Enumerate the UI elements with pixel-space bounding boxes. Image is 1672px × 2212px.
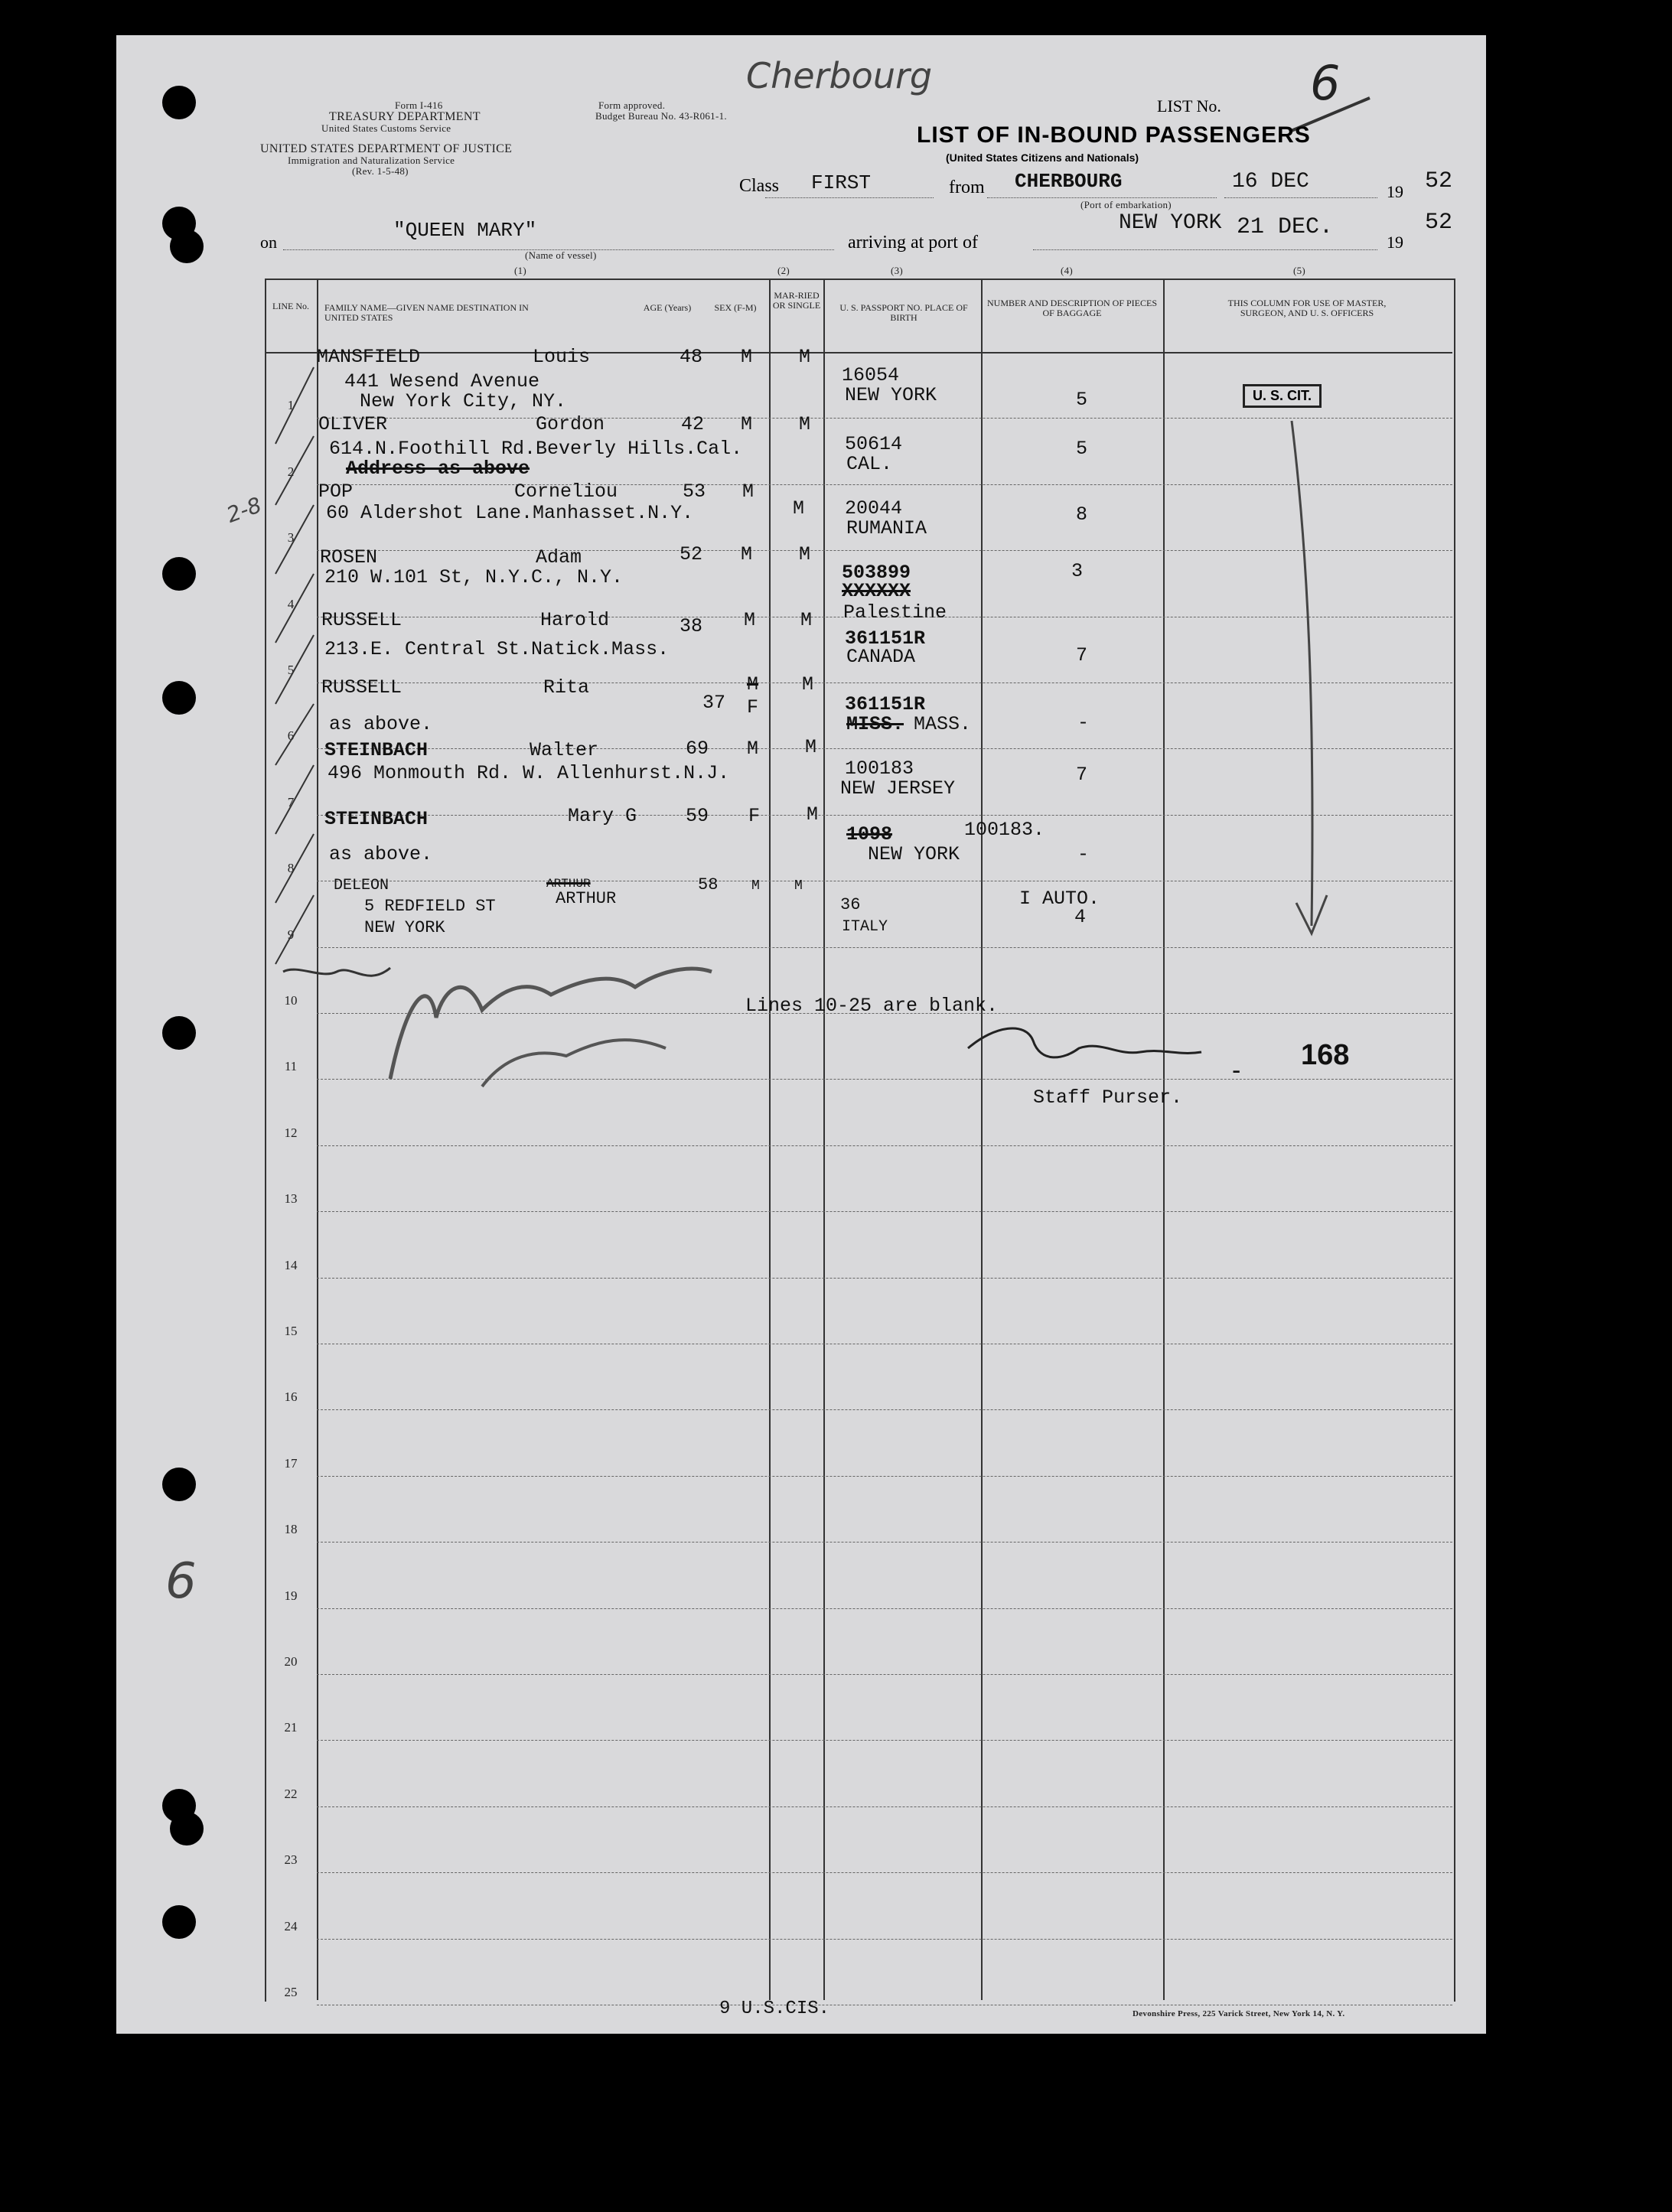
purser-signature xyxy=(964,1018,1217,1079)
line-number: 13 xyxy=(284,1191,298,1207)
passenger-birthplace: CANADA xyxy=(846,646,916,668)
passenger-sex: M xyxy=(741,346,753,368)
margin-mark: 6 xyxy=(165,1553,197,1610)
passenger-birthplace: Palestine xyxy=(843,601,947,624)
line-number: 25 xyxy=(284,1985,298,1999)
passenger-marital: M xyxy=(799,346,811,368)
punch-hole xyxy=(162,1468,196,1501)
line-number: 15 xyxy=(284,1324,298,1338)
passenger-baggage: I AUTO. xyxy=(1019,888,1100,910)
passenger-family-name: OLIVER xyxy=(318,413,388,435)
passenger-marital: M xyxy=(802,673,814,696)
line-number: 4 xyxy=(287,596,295,611)
line-number: 18 xyxy=(284,1522,298,1537)
line-number: 19 xyxy=(284,1588,298,1603)
passenger-family-name: RUSSELL xyxy=(321,676,403,699)
vessel-label: (Name of vessel) xyxy=(525,249,597,261)
class-label: Class xyxy=(739,176,780,196)
passenger-given-name: Gordon xyxy=(536,413,605,435)
passenger-address: 60 Aldershot Lane.Manhasset.N.Y. xyxy=(326,502,694,524)
handwritten-port: Cherbourg xyxy=(746,55,933,96)
passenger-family-name: STEINBACH xyxy=(324,808,429,830)
passenger-age: 58 xyxy=(698,875,719,894)
header-passport: U. S. PASSPORT NO. PLACE OF BIRTH xyxy=(839,302,968,323)
line-number: 14 xyxy=(284,1257,298,1272)
row-separator xyxy=(317,484,1452,485)
arrival-year: 52 xyxy=(1425,210,1453,236)
row-separator xyxy=(317,1872,1452,1873)
row-separator xyxy=(317,1278,1452,1279)
line-number: 1 xyxy=(287,398,295,413)
col-number: (4) xyxy=(1061,265,1074,276)
from-label: from xyxy=(949,178,985,197)
passenger-passport: 503899 xyxy=(842,562,911,584)
passenger-sex: M xyxy=(741,543,753,565)
justice-dept: UNITED STATES DEPARTMENT OF JUSTICE xyxy=(260,142,513,155)
us-citizen-stamp: U. S. CIT. xyxy=(1243,384,1322,408)
col-number: (5) xyxy=(1293,265,1306,276)
col-number: (2) xyxy=(777,265,790,276)
page-count: 168 xyxy=(1301,1039,1350,1071)
passenger-sex: M xyxy=(742,481,755,503)
passenger-birthplace-struck: XXXXXX xyxy=(842,580,911,602)
passenger-baggage: 8 xyxy=(1076,503,1088,526)
line-number: 22 xyxy=(284,1786,298,1801)
passenger-address: 210 W.101 St, N.Y.C., N.Y. xyxy=(324,566,624,588)
row-separator xyxy=(317,418,1452,419)
passenger-given-name: Corneliou xyxy=(514,481,618,503)
header-line-no: LINE No. xyxy=(272,301,309,311)
line-number: 11 xyxy=(284,1059,298,1074)
header-age: AGE (Years) xyxy=(643,302,692,313)
passenger-marital: M xyxy=(807,803,819,826)
line-number: 16 xyxy=(284,1389,298,1405)
row-separator xyxy=(317,1476,1452,1477)
row-separator xyxy=(317,748,1452,749)
passenger-given-name: Harold xyxy=(540,609,610,631)
passenger-passport: 16054 xyxy=(842,364,900,386)
punch-hole xyxy=(162,557,196,591)
line-number: 24 xyxy=(284,1918,298,1933)
passenger-baggage: 3 xyxy=(1071,560,1084,582)
line-number: 8 xyxy=(287,861,295,876)
passenger-family-name: DELEON xyxy=(334,877,389,894)
passenger-family-name: RUSSELL xyxy=(321,609,403,631)
vessel-name: "QUEEN MARY" xyxy=(393,219,537,242)
punch-hole xyxy=(162,1016,196,1050)
line-number: 23 xyxy=(284,1852,298,1868)
punch-hole xyxy=(162,86,196,119)
row-separator xyxy=(317,1409,1452,1410)
passenger-address: NEW YORK xyxy=(364,918,445,937)
passenger-address: 614.N.Foothill Rd.Beverly Hills.Cal. xyxy=(329,438,743,460)
ins-service: Immigration and Naturalization Service xyxy=(288,155,455,166)
row-separator xyxy=(317,815,1452,816)
passenger-age: 53 xyxy=(683,481,706,503)
ditto-arrow xyxy=(1286,406,1331,941)
passenger-sex: M xyxy=(751,878,760,894)
passenger-sex-struck: M xyxy=(747,673,759,696)
line-number: 5 xyxy=(287,663,295,677)
passenger-address: as above. xyxy=(329,713,433,735)
row-separator xyxy=(317,1806,1452,1807)
passenger-sex: M xyxy=(741,413,753,435)
passenger-birthplace: RUMANIA xyxy=(846,517,927,539)
line-number: 3 xyxy=(287,530,295,546)
row-separator xyxy=(317,1211,1452,1212)
passenger-birthplace-struck: MISS. xyxy=(846,713,904,735)
passenger-passport: 100183. xyxy=(964,819,1045,841)
row-separator xyxy=(317,1608,1452,1609)
passenger-baggage: 5 xyxy=(1076,389,1088,411)
passenger-sex: M xyxy=(744,609,756,631)
form-title: LIST OF IN-BOUND PASSENGERS xyxy=(917,122,1311,148)
header-name: FAMILY NAME—GIVEN NAME DESTINATION IN UNITED STATES xyxy=(324,302,529,323)
passenger-address: 441 Wesend Avenue xyxy=(344,370,540,393)
treasury-dept: TREASURY DEPARTMENT xyxy=(329,110,481,123)
passenger-age: 52 xyxy=(680,543,703,565)
list-number: 6 xyxy=(1310,55,1341,111)
passenger-given-name: ARTHUR xyxy=(556,889,617,908)
from-date: 16 DEC xyxy=(1232,170,1309,194)
arrival-port: NEW YORK xyxy=(1119,211,1222,235)
punch-hole xyxy=(170,230,204,263)
passenger-marital: M xyxy=(793,497,805,520)
passenger-marital: M xyxy=(800,609,813,631)
punch-hole xyxy=(170,1812,204,1846)
header-officers: THIS COLUMN FOR USE OF MASTER, SURGEON, AND U. S. OFFICERS xyxy=(1227,298,1387,318)
side-mark: 2-8 xyxy=(223,492,265,528)
row-separator xyxy=(317,1740,1452,1741)
passenger-family-name: POP xyxy=(318,481,354,503)
passenger-birthplace: MASS. xyxy=(914,713,972,735)
passenger-sex: M xyxy=(747,738,759,760)
passenger-baggage: 5 xyxy=(1076,438,1088,460)
passenger-family-name: STEINBACH xyxy=(324,739,429,761)
arriving-label: arriving at port of xyxy=(848,233,978,252)
row-separator xyxy=(317,1542,1452,1543)
passenger-baggage-count: 4 xyxy=(1074,906,1087,928)
header-sex: SEX (F-M) xyxy=(714,302,757,313)
passenger-marital: M xyxy=(799,543,811,565)
punch-hole xyxy=(162,681,196,715)
line-number: 17 xyxy=(284,1455,298,1471)
passenger-age: 42 xyxy=(681,413,705,435)
form-approved: Form approved. xyxy=(598,99,666,111)
passenger-passport: 20044 xyxy=(845,497,903,520)
passenger-age: 48 xyxy=(680,346,703,368)
embarkation-label: (Port of embarkation) xyxy=(1080,199,1172,210)
passenger-address: as above. xyxy=(329,843,433,865)
passenger-birthplace: NEW JERSEY xyxy=(840,777,956,800)
passenger-given-name: Rita xyxy=(543,676,590,699)
header-married: MAR-RIED OR SINGLE xyxy=(772,290,821,311)
from-port: CHERBOURG xyxy=(1015,170,1123,193)
passenger-sex: F xyxy=(747,696,759,718)
row-separator xyxy=(317,1674,1452,1675)
line-number: 10 xyxy=(284,993,298,1008)
line-number: 20 xyxy=(284,1654,298,1669)
passenger-baggage: - xyxy=(1077,843,1090,865)
passenger-address: New York City, NY. xyxy=(360,390,567,412)
passenger-marital: M xyxy=(794,878,803,894)
passenger-address-struck: Address as above xyxy=(346,458,530,480)
budget-bureau: Budget Bureau No. 43-R061-1. xyxy=(595,110,727,122)
passenger-age: 37 xyxy=(702,692,726,714)
line-number: 2 xyxy=(287,464,295,479)
passenger-marital: M xyxy=(805,736,817,758)
passenger-age: 59 xyxy=(686,805,709,827)
passenger-passport-struck: 1098 xyxy=(846,823,893,845)
line-number: 12 xyxy=(284,1125,298,1140)
row-separator xyxy=(317,1939,1452,1940)
punch-hole xyxy=(162,1905,196,1939)
form-revision: (Rev. 1-5-48) xyxy=(352,165,409,177)
passenger-age: 38 xyxy=(680,615,703,637)
arrival-date: 21 DEC. xyxy=(1237,214,1334,240)
purser-title: Staff Purser. xyxy=(1033,1086,1183,1109)
from-year: 52 xyxy=(1425,168,1453,194)
bottom-note: 9 U.S.CIS. xyxy=(719,1999,830,2019)
passenger-marital: M xyxy=(799,413,811,435)
col-number: (3) xyxy=(891,265,904,276)
inspector-signature xyxy=(275,941,765,1109)
passenger-passport: 100183 xyxy=(845,757,914,780)
line-number: 9 xyxy=(287,927,295,942)
year-prefix: 19 xyxy=(1387,233,1403,252)
passenger-passport: 50614 xyxy=(845,433,903,455)
check-marks xyxy=(268,352,337,972)
class-value: FIRST xyxy=(811,171,872,194)
form-number: Form I-416 xyxy=(395,99,443,111)
passenger-address: 496 Monmouth Rd. W. Allenhurst.N.J. xyxy=(328,762,730,784)
passenger-given-name: Mary G xyxy=(568,805,637,827)
passenger-age: 69 xyxy=(686,738,709,760)
passenger-given-name: Louis xyxy=(533,346,591,368)
passenger-birthplace: NEW YORK xyxy=(868,843,960,865)
passenger-given-name: Walter xyxy=(530,739,599,761)
passenger-passport: 361151R xyxy=(845,693,926,715)
row-separator xyxy=(317,1145,1452,1146)
row-separator xyxy=(317,682,1452,683)
passenger-baggage: 7 xyxy=(1076,644,1088,666)
form-subtitle: (United States Citizens and Nationals) xyxy=(946,151,1139,164)
passenger-passport: 36 xyxy=(840,895,861,914)
passenger-baggage: 7 xyxy=(1076,764,1088,786)
header-baggage: NUMBER AND DESCRIPTION OF PIECES OF BAGGAGE xyxy=(986,298,1158,318)
passenger-sex: F xyxy=(748,805,761,827)
passenger-given-name-struck: ARTHUR xyxy=(546,877,591,891)
line-number: 7 xyxy=(287,794,295,810)
on-label: on xyxy=(260,233,277,252)
line-number: 6 xyxy=(287,728,295,744)
blank-lines-note: Lines 10-25 are blank. xyxy=(745,995,999,1017)
passenger-birthplace: ITALY xyxy=(842,918,888,936)
passenger-address: 213.E. Central St.Natick.Mass. xyxy=(324,638,670,660)
passenger-baggage: - xyxy=(1077,712,1090,734)
line-number: 21 xyxy=(284,1720,298,1735)
year-prefix: 19 xyxy=(1387,182,1403,201)
passenger-family-name: MANSFIELD xyxy=(317,346,421,368)
passenger-given-name: Adam xyxy=(536,546,582,568)
passenger-birthplace: NEW YORK xyxy=(845,384,937,406)
printer-imprint: Devonshire Press, 225 Varick Street, New York 14, N. Y. xyxy=(1133,2009,1345,2018)
passenger-family-name: ROSEN xyxy=(320,546,378,568)
row-separator xyxy=(317,550,1452,551)
customs-service: United States Customs Service xyxy=(321,122,451,134)
passenger-address: 5 REDFIELD ST xyxy=(364,897,496,916)
passenger-birthplace: CAL. xyxy=(846,453,893,475)
passenger-passport: 361151R xyxy=(845,627,926,650)
col-number: (1) xyxy=(514,265,527,276)
list-number-label: LIST No. xyxy=(1157,96,1221,116)
